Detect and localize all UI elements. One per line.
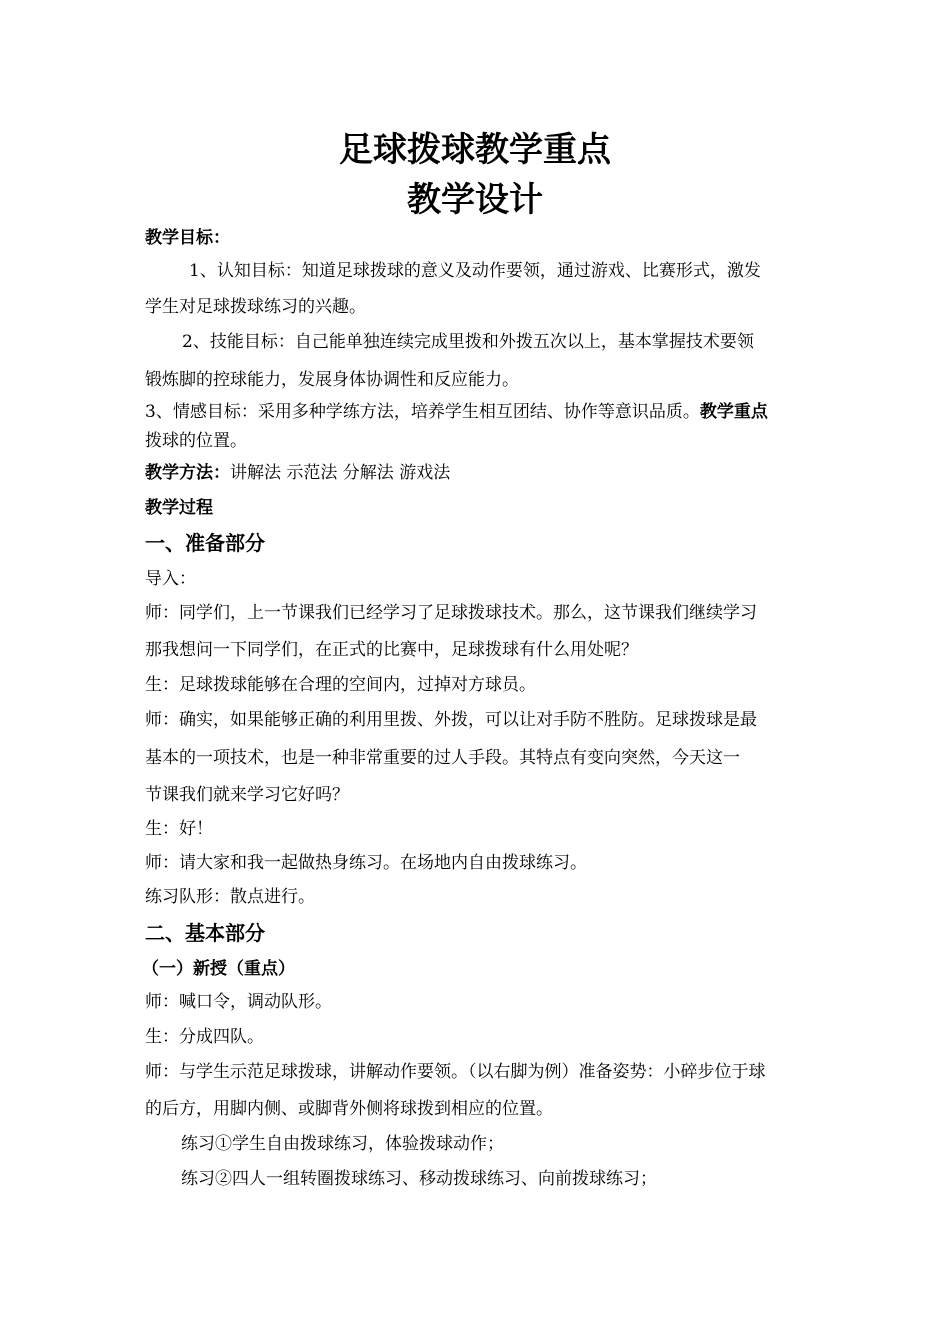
dialogue-3-line-1: 师：确实，如果能够正确的利用里拨、外拨，可以让对手防不胜防。足球拨球是最 — [145, 710, 757, 730]
goal-1-line-1: 1、认知目标：知道足球拨球的意义及动作要领，通过游戏、比赛形式，激发 — [189, 261, 761, 281]
dialogue-5: 师：请大家和我一起做热身练习。在场地内自由拨球练习。 — [145, 853, 587, 873]
subsection-new-lesson: （一）新授（重点） — [142, 959, 295, 979]
document-subtitle: 教学设计 — [407, 180, 543, 220]
exercise-1: 练习①学生自由拨球练习，体验拨球动作； — [181, 1134, 504, 1154]
dialogue-2: 生：足球拨球能够在合理的空间内，过掉对方球员。 — [145, 675, 536, 695]
dialogue-7: 生：分成四队。 — [145, 1027, 264, 1047]
goal-3-line-1 — [145, 401, 810, 423]
goal-1-line-2: 学生对足球拨球练习的兴趣。 — [145, 297, 366, 317]
dialogue-8-line-2: 的后方，用脚内侧、或脚背外侧将球拨到相应的位置。 — [145, 1099, 553, 1119]
dialogue-6: 师：喊口令，调动队形。 — [145, 992, 332, 1012]
section-2-heading: 二、基本部分 — [145, 921, 265, 945]
methods-text: 讲解法 示范法 分解法 游戏法 — [230, 463, 451, 483]
goal-3-line-2: 拨球的位置。 — [145, 431, 247, 451]
goal-2-line-2: 锻炼脚的控球能力，发展身体协调性和反应能力。 — [145, 370, 519, 390]
key-point-label: 教学重点 — [699, 402, 768, 422]
exercise-2: 练习②四人一组转圈拨球练习、移动拨球练习、向前拨球练习； — [181, 1169, 657, 1189]
goals-heading: 教学目标： — [145, 228, 230, 248]
intro-label: 导入： — [145, 569, 196, 589]
goal-2-line-1: 2、技能目标：自己能单独连续完成里拨和外拨五次以上，基本掌握技术要领 — [182, 332, 754, 352]
formation-line: 练习队形：散点进行。 — [145, 887, 315, 907]
methods-line — [145, 462, 810, 484]
section-1-heading: 一、准备部分 — [145, 531, 265, 555]
dialogue-8-line-1: 师：与学生示范足球拨球，讲解动作要领。（以右脚为例）准备姿势：小碎步位于球 — [145, 1062, 766, 1082]
dialogue-3-line-2: 基本的一项技术，也是一种非常重要的过人手段。其特点有变向突然，今天这一 — [145, 748, 740, 768]
goal-3-text: 3、情感目标：采用多种学练方法，培养学生相互团结、协作等意识品质。 — [145, 402, 700, 422]
process-heading: 教学过程 — [145, 498, 213, 518]
document-title: 足球拨球教学重点 — [339, 130, 611, 170]
methods-label: 教学方法： — [145, 463, 230, 483]
dialogue-1-line-2: 那我想问一下同学们，在正式的比赛中，足球拨球有什么用处呢？ — [145, 640, 638, 660]
dialogue-3-line-3: 节课我们就来学习它好吗？ — [145, 785, 349, 805]
dialogue-1-line-1: 师：同学们，上一节课我们已经学习了足球拨球技术。那么，这节课我们继续学习 — [145, 603, 757, 623]
dialogue-4: 生：好！ — [145, 819, 213, 839]
